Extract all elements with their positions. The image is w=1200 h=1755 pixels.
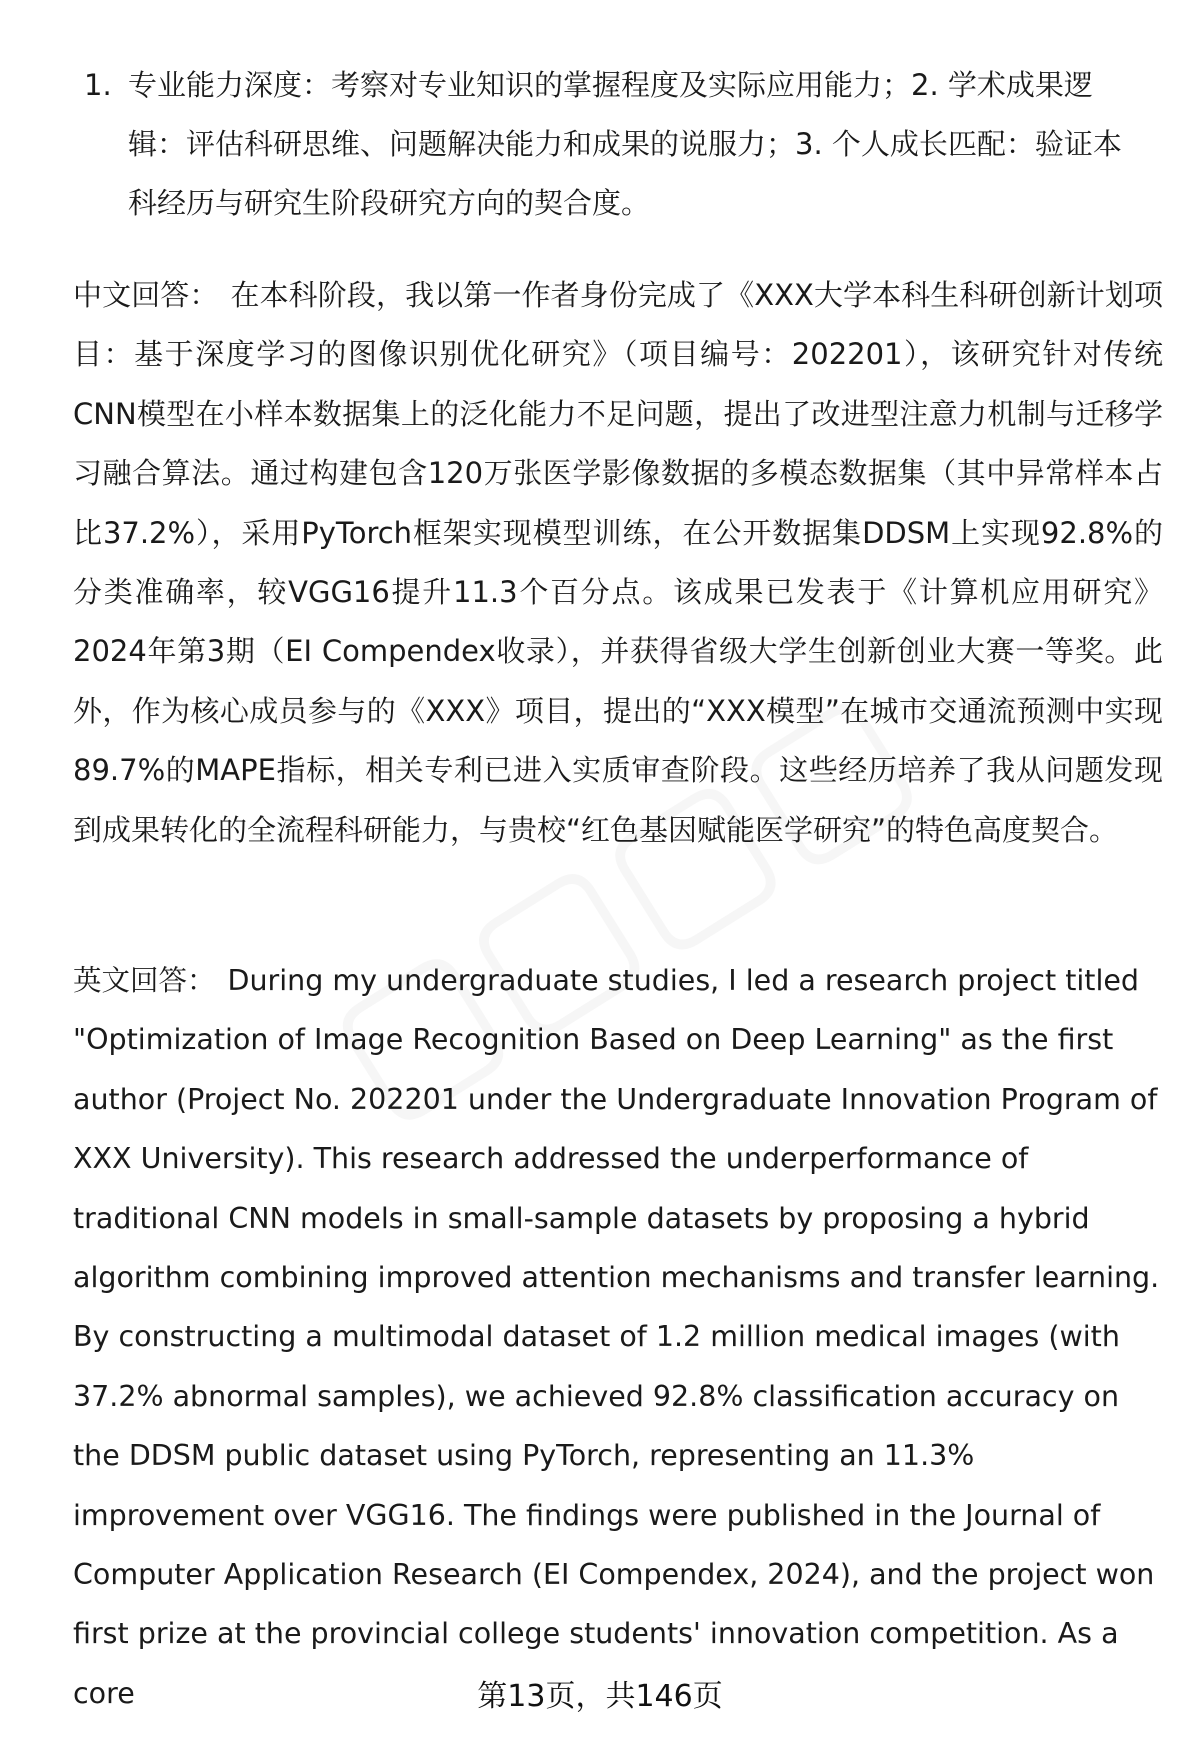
english-answer-paragraph bbox=[73, 951, 1163, 1723]
english-answer-label: 英文回答： bbox=[73, 964, 216, 997]
page-number: 第13页，共146页 bbox=[477, 1679, 723, 1714]
criteria-list bbox=[80, 56, 1140, 233]
list-number: 1. bbox=[84, 68, 112, 102]
english-answer-text: During my undergraduate studies, I led a research project titled "Optimization of Image Recognition Based on Deep Learning" as the first author (Project No. 202201 under the Undergraduate Innovation Program of XXX University). This research addressed the underperformance of traditional CNN models in small-sample datasets by proposing a hybrid algorithm combining improved attention mechanisms and transfer learning. By constructing a multimodal dataset of 1.2 million medical images (with 37.2% abnormal samples), we achieved 92.8% classification accuracy on the DDSM public dataset using PyTorch, representing an 11.3% improvement over VGG16. The findings were published in the Journal of Computer Application Research (EI Compendex, 2024), and the project won first prize at the provincial college students' innovation competition. As a core bbox=[73, 964, 1160, 1710]
chinese-answer-text: 在本科阶段，我以第一作者身份完成了《XXX大学本科生科研创新计划项目：基于深度学习的图像识别优化研究》（项目编号：202201），该研究针对传统CNN模型在小样本数据集上的泛化能力不足问题，提出了改进型注意力机制与迁移学习融合算法。通过构建包含120万张医学影像数据的多模态数据集（其中异常样本占比37.2%），采用PyTorch框架实现模型训练，在公开数据集DDSM上实现92.8%的分类准确率，较VGG16提升11.3个百分点。该成果已发表于《计算机应用研究》2024年第3期（EI Compendex收录），并获得省级大学生创新创业大赛一等奖。此外，作为核心成员参与的《XXX》项目，提出的“XXX模型”在城市交通流预测中实现89.7%的MAPE指标，相关专利已进入实质审查阶段。这些经历培养了我从问题发现到成果转化的全流程科研能力，与贵校“红色基因赋能医学研究”的特色高度契合。 bbox=[73, 278, 1163, 847]
criteria-text: 专业能力深度：考察对专业知识的掌握程度及实际应用能力；2. 学术成果逻辑：评估科研思维、问题解决能力和成果的说服力；3. 个人成长匹配：验证本科经历与研究生阶段研究方向的契合度。 bbox=[128, 68, 1122, 220]
chinese-answer-label: 中文回答： bbox=[73, 278, 219, 312]
chinese-answer-paragraph bbox=[73, 266, 1163, 860]
